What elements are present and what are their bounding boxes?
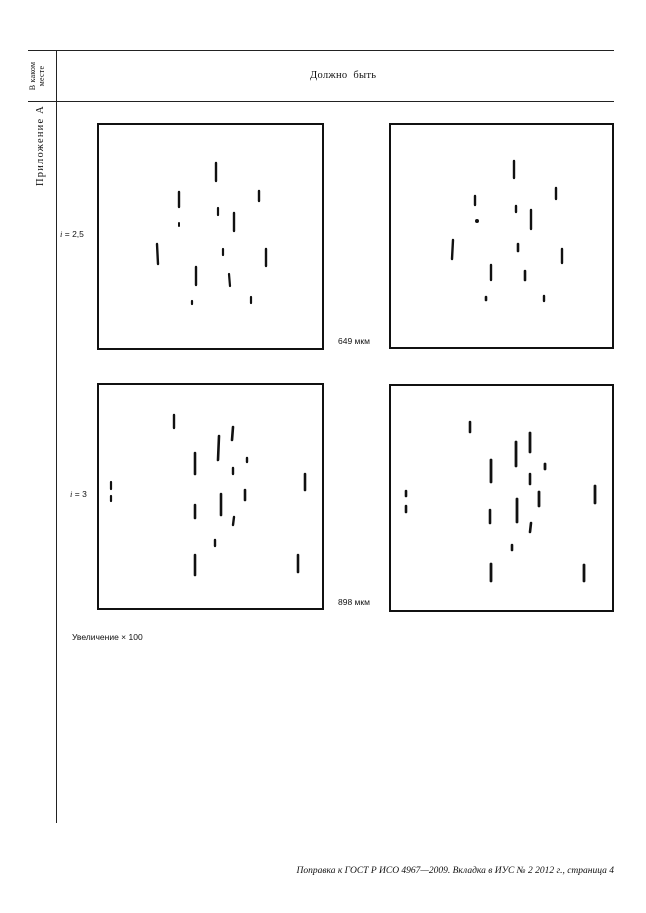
inclusions-pattern-2a <box>99 385 322 608</box>
table-top-border <box>28 50 614 51</box>
parameter-symbol: i <box>60 229 63 239</box>
scale-label-2: 898 мкм <box>338 597 370 607</box>
micrograph-panel-1a <box>97 123 324 350</box>
micrograph-panel-2a <box>97 383 324 610</box>
inclusions-pattern-1b <box>391 125 612 347</box>
scale-label-1: 649 мкм <box>338 336 370 346</box>
page-footer: Поправка к ГОСТ Р ИСО 4967—2009. Вкладка в ИУС № 2 2012 г., страница 4 <box>296 866 614 876</box>
appendix-label: Приложение А <box>35 105 46 186</box>
table-column-divider <box>56 50 57 823</box>
figure-2-parameter <box>70 489 87 499</box>
magnification-note: Увеличение × 100 <box>72 632 143 642</box>
location-heading-line2: месте <box>37 65 46 87</box>
parameter-value: = 2,5 <box>64 229 84 239</box>
location-heading-line1: В каком <box>28 61 37 91</box>
inclusions-pattern-1a <box>99 125 322 348</box>
figure-1-parameter <box>60 229 84 239</box>
micrograph-panel-2b <box>389 384 614 612</box>
inclusions-pattern-2b <box>391 386 612 610</box>
location-column-heading <box>28 54 46 98</box>
parameter-value: = 3 <box>74 489 87 499</box>
parameter-symbol: i <box>70 489 73 499</box>
table-header-border <box>28 101 614 102</box>
correction-heading: Должно быть <box>310 70 377 81</box>
micrograph-panel-1b <box>389 123 614 349</box>
